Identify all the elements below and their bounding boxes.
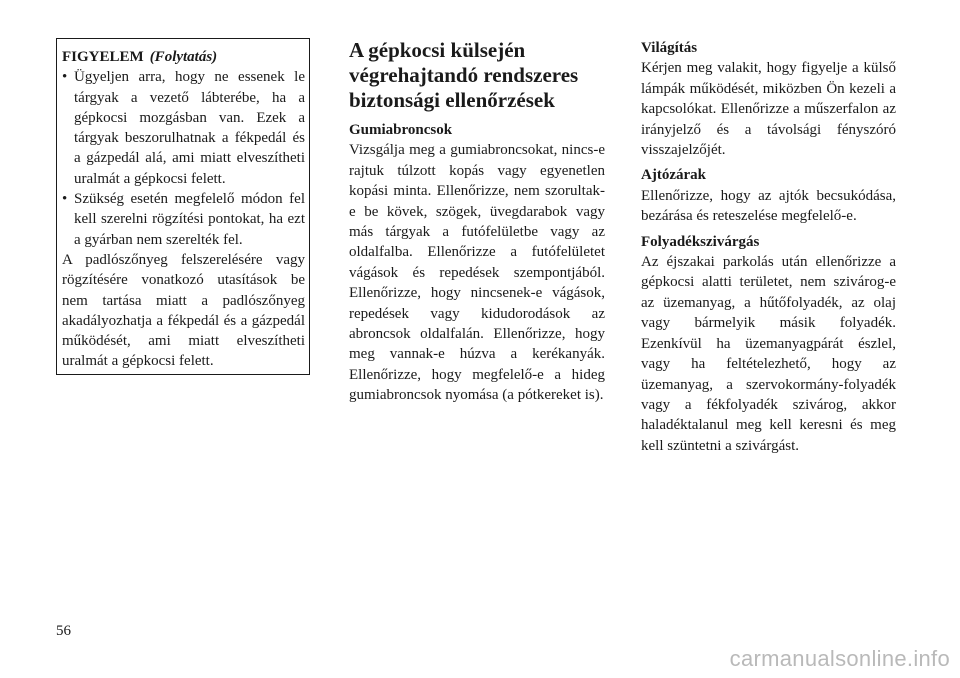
subsection-heading: Gumiabroncsok (349, 122, 453, 138)
subsection-text: Az éjszakai parkolás után ellenőrizze a gépkocsi alatti területet, nem szivárog-e az üzemanyag, a hűtőfolyadék, az olaj vagy bármelyik másik folyadék. Ezenkívül ha üzemanyagpárát észlel, vagy ha feltételezhető, hogy az üzemanyag, a szervokormány-folyadék vagy a fékfolyadék szivárog, akkor haladéktalanul meg kell keresni és meg kell szüntetni a szivárgást. (641, 254, 896, 454)
watermark: carmanualsonline.info (729, 646, 950, 671)
subsection-text: Vizsgálja meg a gumiabroncsokat, nincs-e rajtuk túlzott kopás vagy egyenetlen kopási minta. Ellenőrizze, nem szorultak-e be kövek, szögek, üvegdarabok vagy más tárgyak a futófelületbe vagy az oldalfalba. Ellenőrizze a futófelületet vágások és repedések szempontjából. Ellenőrizze, hogy nincsenek-e vágások, repedések vagy kidudorodások az abroncsok oldalfalán. Ellenőrizze, hogy meg vannak-e húzva a kerékanyák. Ellenőrizze, hogy megfelelő-e a hideg gumiabroncsok nyomása (a pótkereket is). (349, 142, 605, 404)
page-number: 56 (56, 623, 71, 639)
right-column (641, 38, 896, 461)
warning-bullet: • Ügyeljen arra, hogy ne essenek le tárgyak a vezető lábterébe, ha a gépkocsi mozgásban van. Ezek a tárgyak beszorulhatnak a fékpedál és a gázpedál alá, ami miatt elveszítheti uralmát a gépkocsi felett. (62, 67, 305, 189)
warning-title: FIGYELEM (62, 49, 144, 65)
warning-bullet: • Szükség esetén megfelelő módon fel kell szerelni rögzítési pontokat, ha ezt a gyárban nem szerelték fel. (62, 189, 305, 250)
subsection-heading: Folyadékszivárgás (641, 233, 760, 250)
subsection-text: Ellenőrizze, hogy az ajtók becsukódása, bezárása és reteszelése megfelelő-e. (641, 187, 896, 225)
warning-box (56, 38, 310, 375)
middle-column (349, 38, 605, 411)
warning-paragraph: A padlószőnyeg felszerelésére vagy rögzítésére vonatkozó utasítások be nem tartása miatt a padlószőnyeg akadályozhatja a fékpedál és a gázpedál működését, ami miatt elveszítheti uralmát a gépkocsi felett. (62, 251, 305, 370)
subsection-heading: Ajtózárak (641, 167, 706, 184)
section-title: A gépkocsi külsején végrehajtandó rendszeres biztonsági ellenőrzések (349, 38, 579, 112)
subsection-text: Kérjen meg valakit, hogy figyelje a külső lámpák működését, miközben Ön kezeli a kapcsolókat. Ellenőrizze a műszerfalon az irányjelző és a távolsági fényszóró visszajelzőjét. (641, 60, 896, 159)
subsection-heading: Világítás (641, 40, 698, 56)
warning-bullet-list (62, 67, 305, 250)
warning-continued: (Folytatás) (149, 49, 218, 65)
warning-header (62, 47, 305, 67)
